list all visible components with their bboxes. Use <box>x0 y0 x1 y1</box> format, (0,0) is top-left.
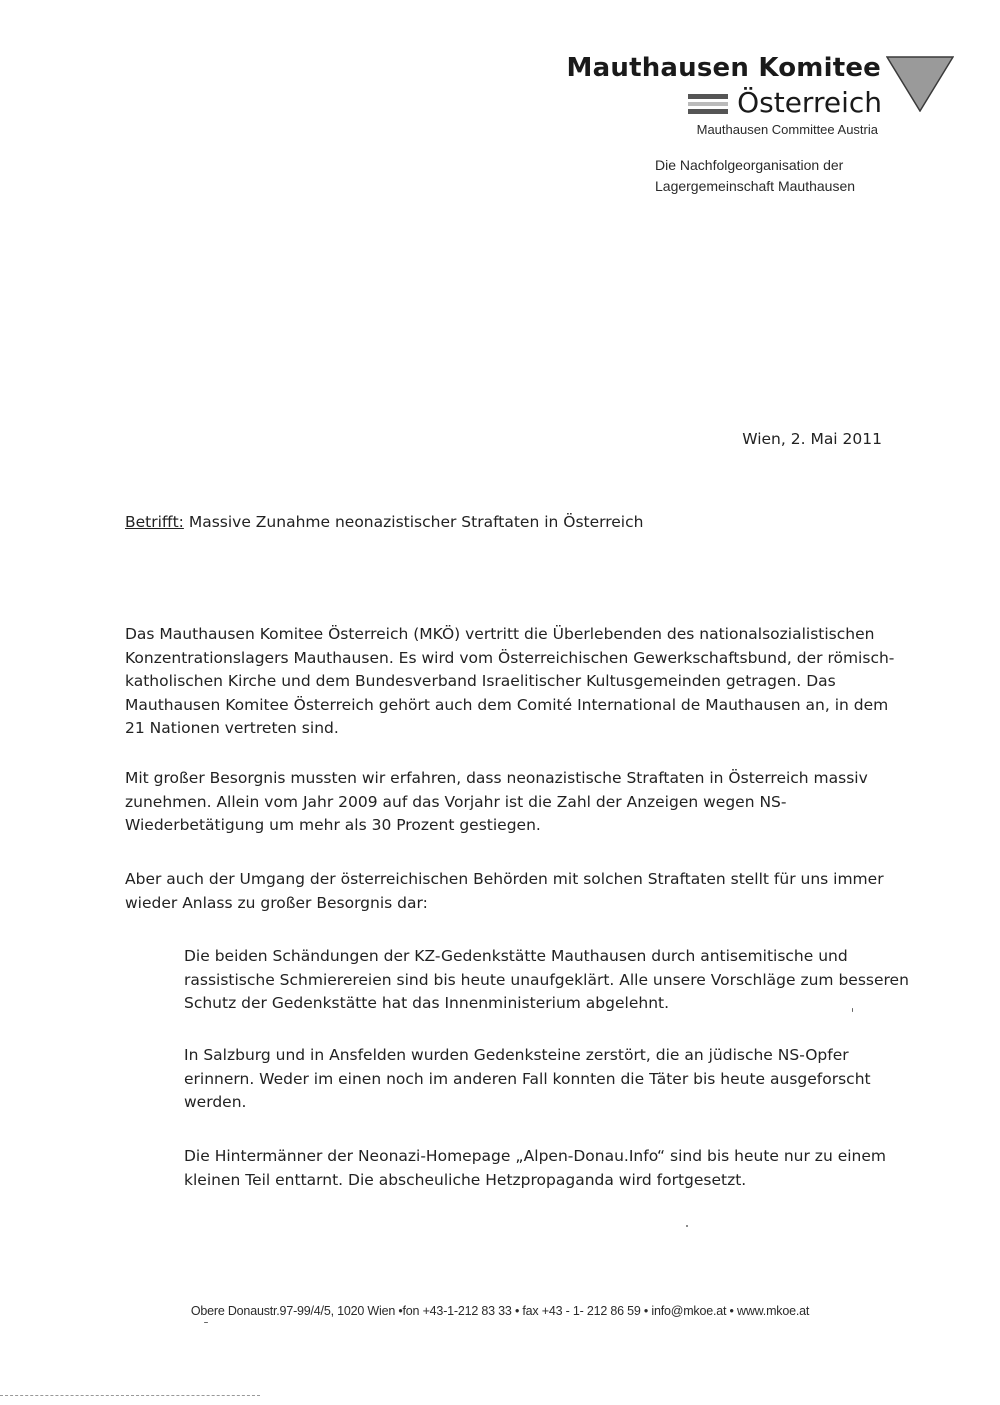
text-line: wieder Anlass zu großer Besorgnis dar: <box>125 893 428 912</box>
text-line: Die Hintermänner der Neonazi-Homepage „Alpen-Donau.Info“ sind bis heute nur zu einem <box>184 1147 886 1165</box>
org-country: Österreich <box>737 86 882 119</box>
text-line: 21 Nationen vertreten sind. <box>125 719 339 737</box>
paragraph-intro <box>125 623 895 741</box>
text-line: Die beiden Schändungen der KZ-Gedenkstätte Mauthausen durch antisemitische und <box>184 947 848 965</box>
text-line: Mit großer Besorgnis mussten wir erfahren, dass neonazistische Straftaten in Österreich massiv <box>125 769 868 787</box>
org-name: Mauthausen Komitee <box>566 53 881 83</box>
indented-paragraph-homepage <box>184 1145 894 1192</box>
scan-speck <box>852 1008 853 1012</box>
text-line: kleinen Teil enttarnt. Die abscheuliche Hetzpropaganda wird fortgesetzt. <box>184 1170 747 1189</box>
text-line: katholischen Kirche und dem Bundesverband Israelitischer Kultusgemeinden getragen. Das <box>125 672 836 690</box>
text-line: werden. <box>184 1093 247 1111</box>
letterhead <box>0 0 1000 200</box>
subject-label: Betrifft: <box>125 513 184 531</box>
flag-stripes-icon <box>688 93 728 115</box>
scan-speck <box>686 1225 688 1227</box>
text-line: Schutz der Gedenkstätte hat das Innenministerium abgelehnt. <box>184 994 670 1012</box>
text-line: Konzentrationslagers Mauthausen. Es wird vom Österreichischen Gewerkschaftsbund, der römisch- <box>125 648 895 667</box>
text-line: rassistische Schmierereien sind bis heute unaufgeklärt. Alle unsere Vorschläge zum besseren <box>184 970 909 989</box>
text-line: erinnern. Weder im einen noch im anderen Fall konnten die Täter bis heute ausgeforscht <box>184 1069 871 1088</box>
scan-artifact-line <box>0 1395 260 1397</box>
successor-note <box>655 155 855 197</box>
subject-line <box>125 513 643 531</box>
org-english-name: Mauthausen Committee Austria <box>696 122 878 137</box>
text-line: Aber auch der Umgang der österreichischen Behörden mit solchen Straftaten stellt für uns immer <box>125 870 884 888</box>
paragraph-concern <box>125 767 895 838</box>
text-line: Das Mauthausen Komitee Österreich (MKÖ) vertritt die Überlebenden des nationalsozialistischen <box>125 625 875 643</box>
text-line: In Salzburg und in Ansfelden wurden Gedenksteine zerstört, die an jüdische NS-Opfer <box>184 1046 849 1064</box>
subject-text: Massive Zunahme neonazistischer Straftaten in Österreich <box>188 513 644 531</box>
successor-line: Die Nachfolgeorganisation der <box>655 157 844 173</box>
letter-date: Wien, 2. Mai 2011 <box>742 430 882 448</box>
scan-speck <box>204 1322 208 1323</box>
text-line: Mauthausen Komitee Österreich gehört auch dem Comité International de Mauthausen an, in dem <box>125 695 889 714</box>
successor-line: Lagergemeinschaft Mauthausen <box>655 178 856 194</box>
indented-paragraph-stones <box>184 1044 894 1115</box>
text-line: zunehmen. Allein vom Jahr 2009 auf das Vorjahr ist die Zahl der Anzeigen wegen NS- <box>125 792 787 811</box>
indented-paragraph-memorial <box>184 945 909 1016</box>
text-line: Wiederbetätigung um mehr als 30 Prozent gestiegen. <box>125 816 541 834</box>
paragraph-authorities <box>125 868 895 915</box>
footer-contact: Obere Donaustr.97-99/4/5, 1020 Wien •fon +43-1-212 83 33 • fax +43 - 1- 212 86 59 • info@mkoe.at • www.mkoe.at <box>190 1304 810 1318</box>
inverted-triangle-icon <box>886 56 954 112</box>
